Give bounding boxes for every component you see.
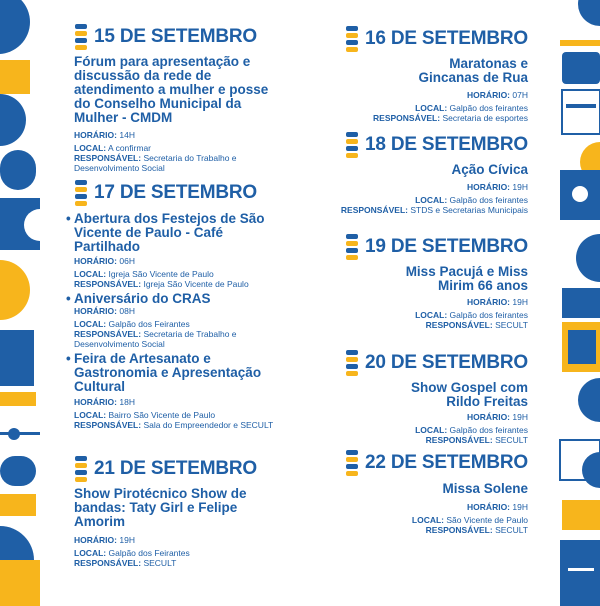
event-place: Igreja São Vicente de Paulo	[108, 269, 214, 279]
event-date-header	[300, 350, 528, 376]
event-title: Show Gospel com Rildo Freitas	[410, 380, 528, 409]
event-17-setembro	[66, 180, 286, 430]
date-badge-icon	[74, 456, 88, 482]
event-date-header	[74, 180, 286, 206]
event-responsible: SECULT	[495, 320, 528, 330]
field-label: HORÁRIO:	[467, 297, 511, 307]
event-20-setembro	[300, 350, 528, 445]
event-date: 20 DE SETEMBRO	[365, 352, 528, 373]
event-time: 14H	[119, 130, 135, 140]
field-label: HORÁRIO:	[74, 535, 117, 545]
event-time: 06H	[119, 256, 135, 266]
event-date-header	[300, 132, 528, 158]
event-date: 19 DE SETEMBRO	[365, 236, 528, 257]
event-date: 21 DE SETEMBRO	[94, 458, 257, 479]
event-time: 19H	[512, 182, 528, 192]
event-place: Galpão dos feirantes	[449, 310, 528, 320]
event-date-header	[74, 456, 284, 482]
field-label: RESPONSÁVEL:	[74, 558, 142, 568]
event-responsible: Secretaria de Trabalho e Desenvolvimento Social	[74, 329, 237, 349]
field-label: HORÁRIO:	[74, 397, 117, 407]
field-label: LOCAL:	[415, 103, 448, 113]
event-place: Galpão dos feirantes	[449, 103, 528, 113]
event-place: Galpão dos Feirantes	[108, 319, 190, 329]
field-label: HORÁRIO:	[74, 130, 117, 140]
event-title: Maratonas e Gincanas de Rua	[418, 56, 528, 85]
event-place: Bairro São Vicente de Paulo	[108, 410, 216, 420]
field-label: LOCAL:	[415, 195, 448, 205]
field-label: RESPONSÁVEL:	[425, 320, 493, 330]
event-date: 16 DE SETEMBRO	[365, 28, 528, 49]
event-responsible: Igreja São Vicente de Paulo	[143, 279, 249, 289]
event-22-setembro	[300, 450, 528, 535]
field-label: LOCAL:	[415, 425, 448, 435]
event-date-header	[300, 450, 528, 476]
event-title: Abertura dos Festejos de São Vicente de Paulo - Café Partilhado	[74, 211, 265, 254]
right-decorative-border	[558, 0, 600, 606]
field-label: HORÁRIO:	[74, 306, 117, 316]
event-time: 08H	[119, 306, 135, 316]
event-date-header	[300, 26, 528, 52]
field-label: HORÁRIO:	[467, 90, 511, 100]
date-badge-icon	[345, 26, 359, 52]
event-place: Galpão dos feirantes	[449, 425, 528, 435]
event-date: 18 DE SETEMBRO	[365, 134, 528, 155]
date-badge-icon	[345, 350, 359, 376]
field-label: LOCAL:	[74, 319, 107, 329]
event-time: 07H	[512, 90, 528, 100]
event-responsible: SECULT	[495, 525, 528, 535]
list-item: • Abertura dos Festejos de São Vicente de Paulo - Café Partilhado HORÁRIO: 06H LOCAL: Igreja São Vicente de Paulo RESPONSÁVEL: Igreja São Vicente de Paulo	[66, 212, 286, 289]
event-title: Ação Cívica	[451, 162, 528, 177]
event-responsible: SECULT	[143, 558, 177, 568]
field-label: RESPONSÁVEL:	[74, 420, 142, 430]
event-responsible: Secretaria do Trabalho e Desenvolvimento Social	[74, 153, 237, 173]
event-19-setembro	[300, 234, 528, 330]
event-responsible: STDS e Secretarias Municipais	[410, 205, 528, 215]
event-time: 19H	[512, 412, 528, 422]
event-time: 19H	[119, 535, 135, 545]
field-label: HORÁRIO:	[467, 182, 511, 192]
field-label: RESPONSÁVEL:	[425, 435, 493, 445]
field-label: HORÁRIO:	[74, 256, 117, 266]
event-time: 19H	[512, 502, 528, 512]
list-item: • Aniversário do CRAS HORÁRIO: 08H LOCAL: Galpão dos Feirantes RESPONSÁVEL: Secretaria de Trabalho e Desenvolvimento Social	[66, 292, 286, 349]
event-place: Galpão dos Feirantes	[108, 548, 190, 558]
event-responsible: Sala do Empreendedor e SECULT	[143, 420, 274, 430]
event-title: Aniversário do CRAS	[74, 291, 211, 306]
field-label: RESPONSÁVEL:	[74, 153, 142, 163]
field-label: LOCAL:	[411, 515, 445, 525]
field-label: LOCAL:	[74, 410, 107, 420]
event-time: 19H	[512, 297, 528, 307]
event-21-setembro	[74, 456, 284, 568]
field-label: HORÁRIO:	[467, 412, 511, 422]
field-label: HORÁRIO:	[467, 502, 511, 512]
field-label: RESPONSÁVEL:	[425, 525, 493, 535]
event-15-setembro	[74, 24, 284, 173]
field-label: RESPONSÁVEL:	[74, 279, 142, 289]
list-item: • Feira de Artesanato e Gastronomia e Apresentação Cultural HORÁRIO: 18H LOCAL: Bairro São Vicente de Paulo RESPONSÁVEL: Sala do Empreendedor e SECULT	[66, 352, 286, 430]
event-place: Galpão dos feirantes	[449, 195, 528, 205]
field-label: LOCAL:	[74, 269, 107, 279]
event-date: 17 DE SETEMBRO	[94, 182, 257, 203]
field-label: RESPONSÁVEL:	[340, 205, 408, 215]
date-badge-icon	[345, 132, 359, 158]
event-date: 15 DE SETEMBRO	[94, 26, 257, 47]
field-label: RESPONSÁVEL:	[373, 113, 441, 123]
event-date: 22 DE SETEMBRO	[365, 452, 528, 473]
event-title: Show Pirotécnico Show de bandas: Taty Girl e Felipe Amorim	[74, 486, 247, 529]
event-title: Missa Solene	[442, 481, 528, 496]
date-badge-icon	[74, 24, 88, 50]
field-label: RESPONSÁVEL:	[74, 329, 142, 339]
left-decorative-border	[0, 0, 42, 606]
event-title: Fórum para apresentação e discussão da rede de atendimento a mulher e posse do Conselho Municipal da Mulher - CMDM	[74, 54, 269, 125]
date-badge-icon	[74, 180, 88, 206]
field-label: LOCAL:	[74, 143, 107, 153]
field-label: LOCAL:	[74, 548, 107, 558]
event-responsible: Secretaria de esportes	[442, 113, 528, 123]
event-place: A confirmar	[108, 143, 152, 153]
event-title: Feira de Artesanato e Gastronomia e Apresentação Cultural	[74, 351, 262, 394]
event-time: 18H	[119, 397, 135, 407]
event-date-header	[300, 234, 528, 260]
event-title: Miss Pacujá e Miss Mirim 66 anos	[405, 264, 528, 293]
event-place: São Vicente de Paulo	[446, 515, 528, 525]
field-label: LOCAL:	[415, 310, 448, 320]
event-16-setembro	[300, 26, 528, 123]
date-badge-icon	[345, 234, 359, 260]
event-date-header	[74, 24, 284, 50]
event-responsible: SECULT	[495, 435, 528, 445]
event-18-setembro	[300, 132, 528, 215]
date-badge-icon	[345, 450, 359, 476]
